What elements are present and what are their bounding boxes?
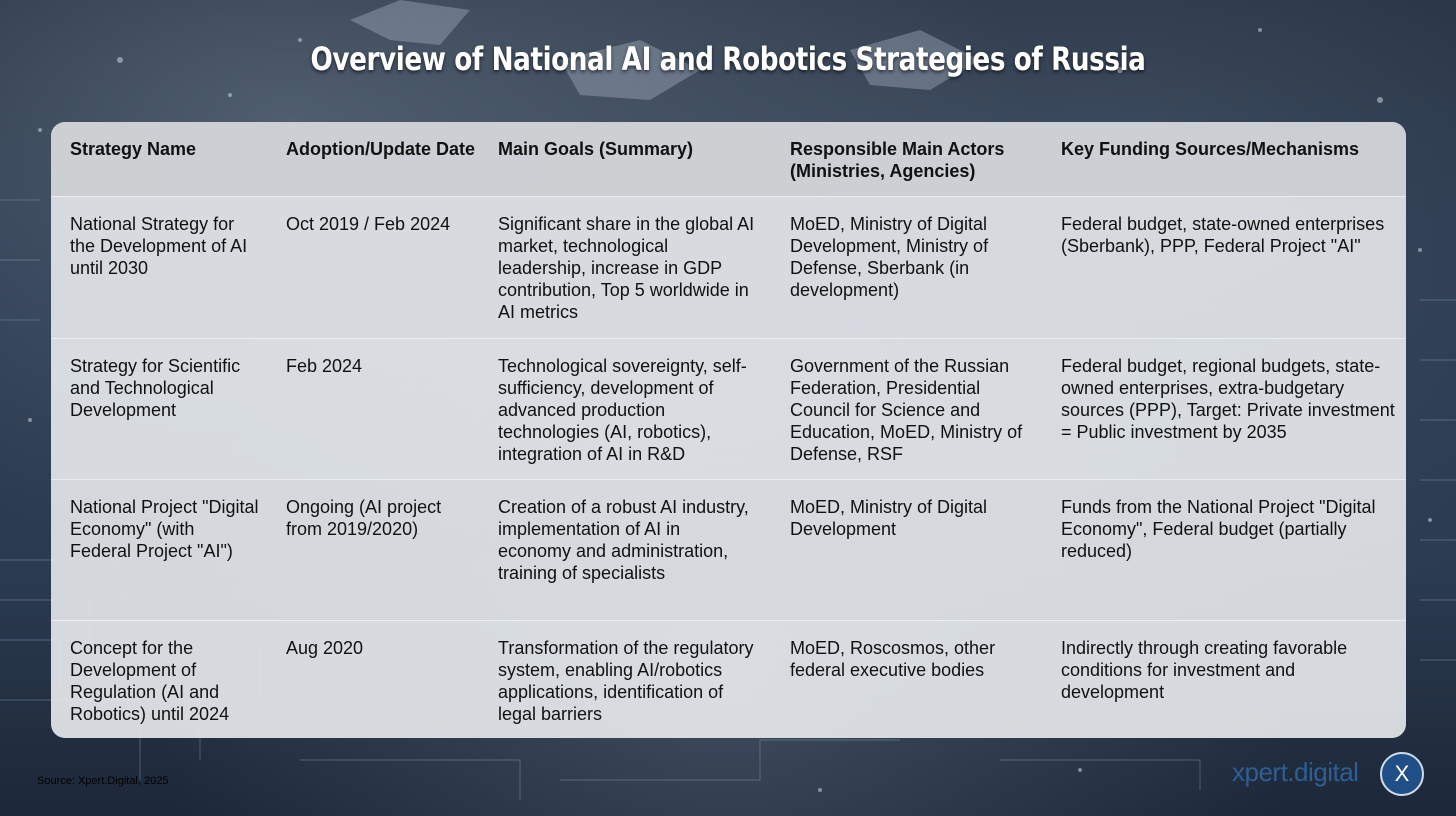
row-divider [51,196,1406,197]
cell-main-goals: Technological sovereignty, self-sufficiency, development of advanced production technologies (AI, robotics), integration of AI in R&D [498,356,747,464]
header-main-goals: Main Goals (Summary) [498,139,694,159]
cell-strategy-name: National Strategy for the Development of AI until 2030 [70,214,248,278]
cell-responsible-actors: MoED, Ministry of Digital Development [790,497,988,539]
cell-funding-sources: Federal budget, state-owned enterprises (Sberbank), PPP, Federal Project "AI" [1061,214,1385,256]
cell-responsible-actors: MoED, Roscosmos, other federal executive bodies [790,638,996,680]
row-divider [51,338,1406,339]
cell-strategy-name: National Project "Digital Economy" (with Federal Project "AI") [70,497,259,561]
cell-responsible-actors: Government of the Russian Federation, Presidential Council for Science and Education, MoED, Ministry of Defense, RSF [790,356,1023,464]
header-responsible-actors: Responsible Main Actors (Ministries, Agencies) [790,139,1005,181]
row-divider [51,620,1406,621]
row-divider [51,479,1406,480]
cell-funding-sources: Federal budget, regional budgets, state-owned enterprises, extra-budgetary sources (PPP), Target: Private investment = Public investment by 2035 [1061,356,1395,442]
cell-adoption-date: Aug 2020 [286,638,364,658]
cell-adoption-date: Feb 2024 [286,356,363,376]
cell-strategy-name: Strategy for Scientific and Technological Development [70,356,241,420]
cell-strategy-name: Concept for the Development of Regulation (AI and Robotics) until 2024 [70,638,230,724]
brand-logo-icon: X [1380,752,1424,796]
cell-main-goals: Transformation of the regulatory system, enabling AI/robotics applications, identification of legal barriers [498,638,754,724]
header-adoption-date: Adoption/Update Date [286,139,475,159]
header-strategy-name: Strategy Name [70,139,197,159]
source-note: Source: Xpert.Digital, 2025 [37,775,169,787]
page-title: Overview of National AI and Robotics Strategies of Russia [310,40,1146,78]
strategy-table [51,122,1406,738]
cell-adoption-date: Ongoing (AI project from 2019/2020) [286,497,442,539]
header-funding-sources: Key Funding Sources/Mechanisms [1061,139,1360,159]
cell-main-goals: Creation of a robust AI industry, implementation of AI in economy and administration, training of specialists [498,497,749,583]
brand-logo-text: xpert.digital [1232,757,1359,787]
cell-funding-sources: Indirectly through creating favorable conditions for investment and development [1061,638,1348,702]
cell-responsible-actors: MoED, Ministry of Digital Development, Ministry of Defense, Sberbank (in development) [790,214,989,300]
cell-adoption-date: Oct 2019 / Feb 2024 [286,214,451,234]
cell-main-goals: Significant share in the global AI market, technological leadership, increase in GDP contribution, Top 5 worldwide in AI metrics [498,214,755,322]
cell-funding-sources: Funds from the National Project "Digital Economy", Federal budget (partially reduced) [1061,497,1376,561]
